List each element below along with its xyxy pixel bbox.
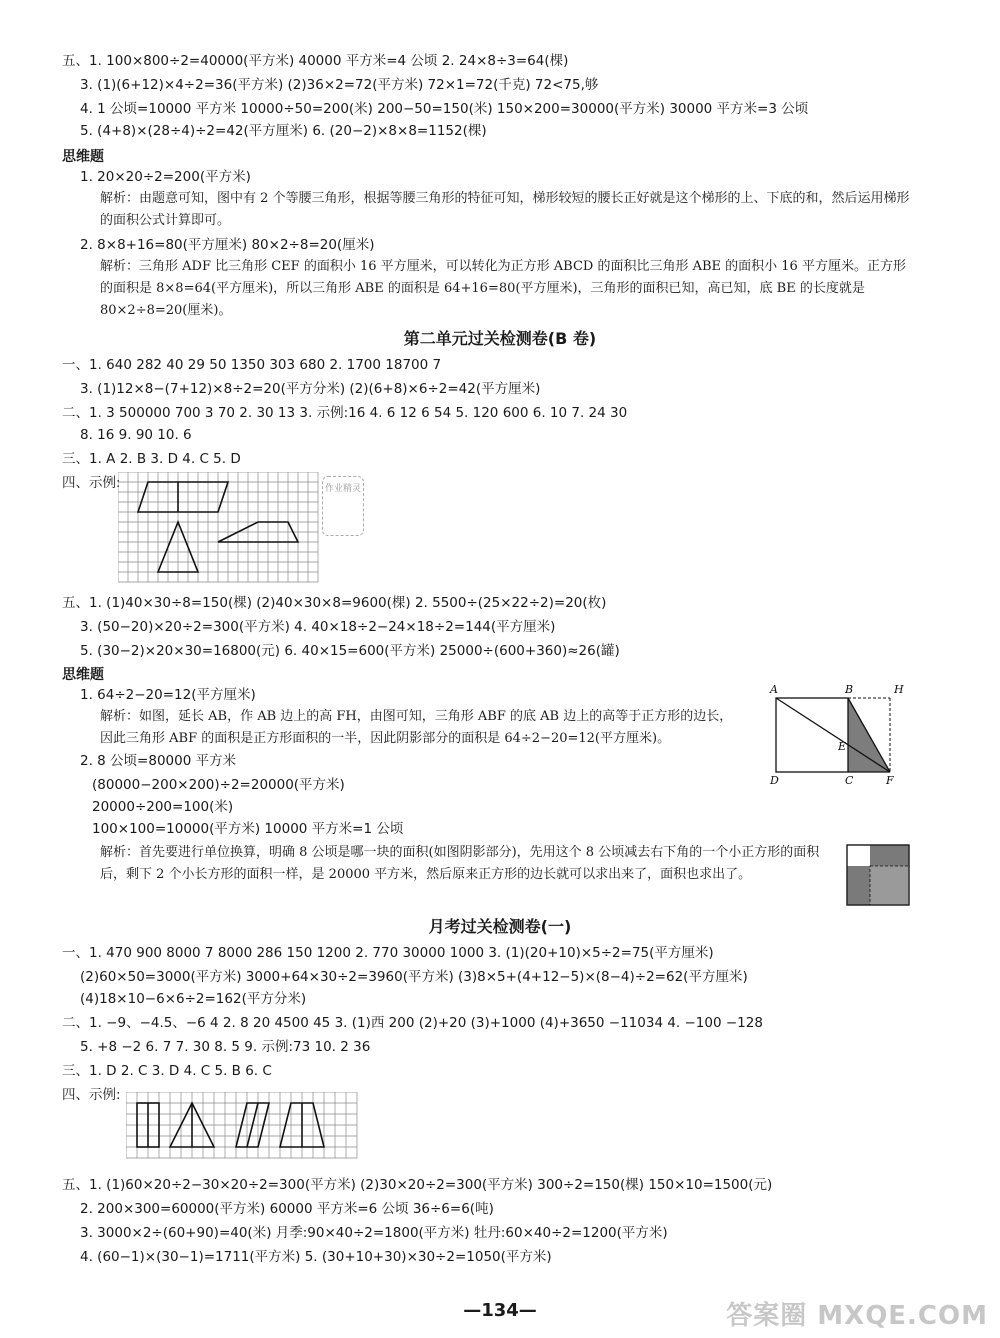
- unit2b-a2: 3. (1)12×8−(7+12)×8÷2=20(平方分米) (2)(6+8)×6÷2=42(平方厘米): [80, 381, 541, 397]
- page-number: —134—: [463, 1300, 537, 1321]
- s5-line-1: 五、1. 100×800÷2=40000(平方米) 40000 平方米=4 公顷 2. 24×8÷3=64(棵): [62, 53, 569, 69]
- label-H: H: [894, 683, 904, 696]
- unit2b-title: 第二单元过关检测卷(B 卷): [403, 329, 597, 348]
- month1-b1: 二、1. −9、−4.5、−6 4 2. 8 20 4500 45 3. (1)西 200 (2)+20 (3)+1000 (4)+3650 −11034 4. −100 −128: [62, 1015, 763, 1031]
- think1-q2-explanation: 解析：三角形 ADF 比三角形 CEF 的面积小 16 平方厘米，可以转化为正方形 ABCD 的面积比三角形 ABE 的面积小 16 平方厘米。正方形的面积是 8×8=64(平方厘米)，所以三角形 ABE 的面积是 64+16=80(平方厘米)，三角形的面积已知，高已知，底 BE 的长度就是 80×2÷8=20(厘米)。: [100, 259, 906, 318]
- month1-a3: (4)18×10−6×6÷2=162(平方分米): [80, 991, 307, 1007]
- think-heading-2: 思维题: [62, 667, 104, 683]
- think-heading-1: 思维题: [62, 149, 104, 165]
- think2-q2-line2: (80000−200×200)÷2=20000(平方米): [92, 777, 345, 793]
- watermark-logo: 答案圈 MXQE.COM: [726, 1301, 988, 1331]
- grid-figure-month1: [126, 1092, 362, 1164]
- month1-c1: 三、1. D 2. C 3. D 4. C 5. B 6. C: [62, 1063, 272, 1079]
- month1-d1: 四、示例:: [62, 1087, 121, 1103]
- homework-stamp: 作业精灵: [322, 476, 364, 536]
- unit2b-d1: 四、示例:: [62, 475, 121, 491]
- think2-q2-line3: 20000÷200=100(米): [92, 799, 234, 815]
- month1-e4: 4. (60−1)×(30−1)=1711(平方米) 5. (30+10+30)×30÷2=1050(平方米): [80, 1249, 552, 1265]
- month1-e3: 3. 3000×2÷(60+90)=40(米) 月季:90×40÷2=1800(平方米) 牡丹:60×40÷2=1200(平方米): [80, 1225, 668, 1241]
- think2-q1: 1. 64÷2−20=12(平方厘米): [80, 687, 256, 703]
- month1-a1: 一、1. 470 900 8000 7 8000 286 150 1200 2. 770 30000 1000 3. (1)(20+10)×5÷2=75(平方厘米): [62, 945, 714, 961]
- think2-q2: 2. 8 公顷=80000 平方米: [80, 753, 237, 769]
- label-D: D: [770, 774, 779, 787]
- think2-q1-explanation: 解析：如图，延长 AB，作 AB 边上的高 FH，由图可知，三角形 ABF 的底 AB 边上的高等于正方形的边长，因此三角形 ABF 的面积是正方形面积的一半，因此阴影部分的面积是 64÷2−20=12(平方厘米)。: [100, 709, 733, 746]
- s5-line-4: 5. (4+8)×(28÷4)÷2=42(平方厘米) 6. (20−2)×8×8=1152(棵): [80, 123, 487, 139]
- unit2b-a1: 一、1. 640 282 40 29 50 1350 303 680 2. 1700 18700 7: [62, 357, 442, 373]
- unit2b-e1: 五、1. (1)40×30÷8=150(棵) (2)40×30×8=9600(棵) 2. 5500÷(25×22÷2)=20(枚): [62, 595, 607, 611]
- unit2b-e3: 5. (30−2)×20×30=16800(元) 6. 40×15=600(平方米) 25000÷(600+360)≈26(罐): [80, 643, 620, 659]
- shaded-square-figure: [846, 844, 910, 906]
- grid-figure-unit2b: [118, 472, 328, 584]
- month1-title: 月考过关检测卷(一): [428, 917, 572, 936]
- think1-q2: 2. 8×8+16=80(平方厘米) 80×2÷8=20(厘米): [80, 237, 375, 253]
- month1-a2: (2)60×50=3000(平方米) 3000+64×30÷2=3960(平方米) (3)8×5+(4+12−5)×(8−4)÷2=62(平方厘米): [80, 969, 748, 985]
- label-E: E: [838, 740, 847, 753]
- unit2b-b2: 8. 16 9. 90 10. 6: [80, 427, 192, 443]
- s5-line-2: 3. (1)(6+12)×4÷2=36(平方米) (2)36×2=72(平方米) 72×1=72(千克) 72<75,够: [80, 77, 599, 93]
- label-B: B: [845, 683, 854, 696]
- think2-q2-explanation: 解析：首先要进行单位换算，明确 8 公顷是哪一块的面积(如图阴影部分)，先用这个 8 公顷减去右下角的一个小正方形的面积后，剩下 2 个小长方形的面积一样，是 20000 平方米，然后原来正方形的边长就可以求出来了，面积也求出了。: [100, 845, 820, 882]
- month1-e2: 2. 200×300=60000(平方米) 60000 平方米=6 公顷 36÷6=6(吨): [80, 1201, 494, 1217]
- label-C: C: [845, 774, 854, 787]
- unit2b-e2: 3. (50−20)×20÷2=300(平方米) 4. 40×18÷2−24×18÷2=144(平方厘米): [80, 619, 556, 635]
- think1-q1: 1. 20×20÷2=200(平方米): [80, 169, 251, 185]
- label-A: A: [770, 683, 778, 696]
- s5-line-3: 4. 1 公顷=10000 平方米 10000÷50=200(米) 200−50=150(米) 150×200=30000(平方米) 30000 平方米=3 公顷: [80, 101, 809, 117]
- parallelogram-shape: [138, 482, 228, 512]
- month1-b2: 5. +8 −2 6. 7 7. 30 8. 5 9. 示例:73 10. 2 36: [80, 1039, 371, 1055]
- unit2b-c1: 三、1. A 2. B 3. D 4. C 5. D: [62, 451, 241, 467]
- think2-q2-line4: 100×100=10000(平方米) 10000 平方米=1 公顷: [92, 821, 404, 837]
- label-F: F: [886, 774, 894, 787]
- unit2b-b1: 二、1. 3 500000 700 3 70 2. 30 13 3. 示例:16 4. 6 12 6 54 5. 120 600 6. 10 7. 24 30: [62, 405, 628, 421]
- think1-q1-explanation: 解析：由题意可知，图中有 2 个等腰三角形，根据等腰三角形的特征可知，梯形较短的腰长正好就是这个梯形的上、下底的和，然后运用梯形的面积公式计算即可。: [100, 191, 910, 228]
- month1-e1: 五、1. (1)60×20÷2−30×20÷2=300(平方米) (2)30×20÷2=300(平方米) 300÷2=150(棵) 150×10=1500(元): [62, 1177, 773, 1193]
- square-geometry-figure: [766, 682, 916, 790]
